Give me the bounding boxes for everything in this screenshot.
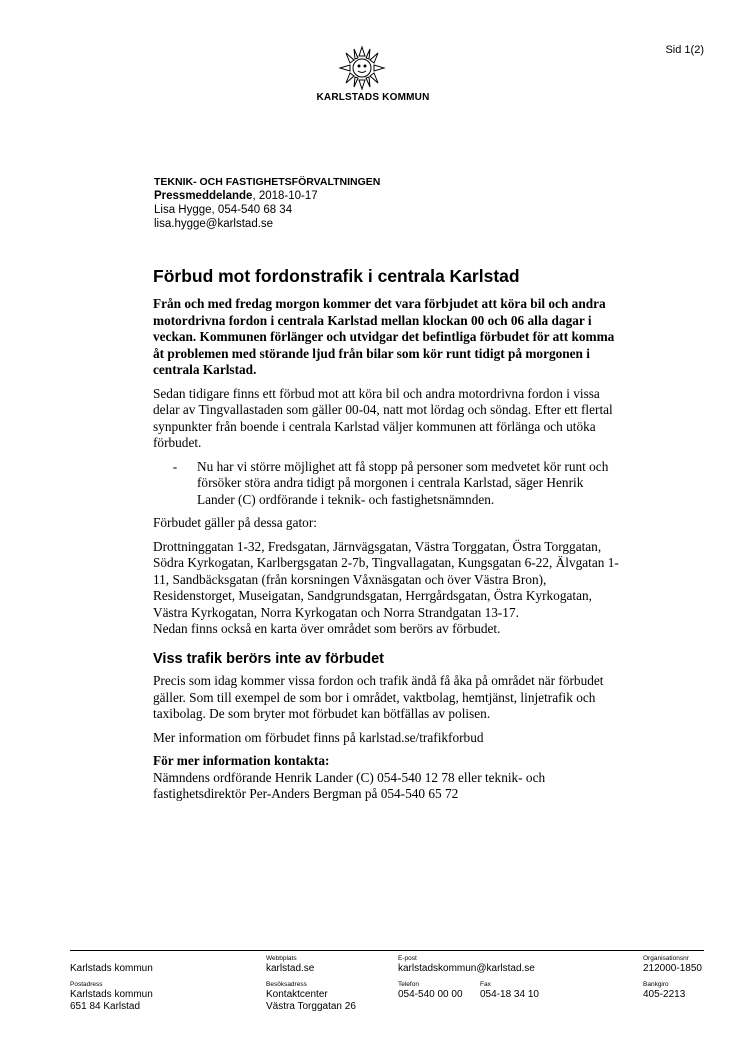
press-date: , 2018-10-17 — [252, 190, 318, 202]
paragraph-more-info: Mer information om förbudet finns på karlstad.se/trafikforbud — [153, 729, 484, 745]
footer-orgnr-label: Organisationsnr — [643, 955, 689, 962]
page-title: Förbud mot fordonstrafik i centrala Karlstad — [153, 266, 520, 286]
footer-visit-1: Kontaktcenter — [266, 989, 328, 1000]
footer-visit-label: Besöksadress — [266, 981, 307, 988]
footer-visit-2: Västra Torggatan 26 — [266, 1001, 356, 1012]
footer-web-label: Webbplats — [266, 955, 297, 962]
paragraph-exceptions: Precis som idag kommer vissa fordon och trafik ändå få åka på området när förbudet gäller. Som till exempel de som bor i området, vaktbolag, hemtjänst, linjetrafik och taxibolag. De som bryter mot förbudet kan bötfällas av polisen. — [153, 673, 604, 721]
sun-logo-icon — [334, 45, 390, 91]
footer — [70, 950, 704, 1012]
quote-dash: - — [172, 458, 178, 474]
quote-text: Nu har vi större möjlighet att få stopp på personer som medvetet kör runt och försöker störa andra tidigt på morgonen i centrala Karlstad, säger Henrik Lander (C) ordförande i teknik- och fastighetsnämnden. — [197, 458, 609, 507]
footer-email: karlstadskommun@karlstad.se — [398, 963, 535, 974]
contact-email: lisa.hygge@karlstad.se — [154, 218, 274, 230]
contact-heading: För mer information kontakta: — [153, 753, 330, 768]
press-header — [154, 175, 380, 231]
footer-postal-1: Karlstads kommun — [70, 989, 153, 1000]
page-number: Sid 1(2) — [665, 44, 704, 56]
article-body — [153, 296, 623, 803]
footer-org: Karlstads kommun — [70, 963, 153, 974]
paragraph-streets-intro: Förbudet gäller på dessa gator: — [153, 515, 317, 530]
footer-orgnr: 212000-1850 — [643, 963, 702, 974]
streets-list: Drottninggatan 1-32, Fredsgatan, Järnvägsgatan, Västra Torggatan, Östra Torggatan, Södra Kyrkogatan, Karlbergsgatan 2-7b, Tingvallagatan, Kungsgatan 6-22, Älvgatan 1-11, Sandbäcksgatan (från korsningen Våxnäsgatan och över Västra Bron), Residenstorget, Museigatan, Sandgrundsgatan, Herrgårdsgatan, Östra Kyrkogatan, Västra Kyrkogatan, Norra Kyrkogatan och Norra Strandgatan 13-17. — [153, 538, 619, 620]
footer-web: karlstad.se — [266, 963, 315, 974]
footer-phone-label: Telefon — [398, 981, 419, 988]
footer-email-label: E-post — [398, 955, 417, 962]
press-label: Pressmeddelande — [154, 190, 253, 202]
footer-postal-label: Postadress — [70, 981, 103, 988]
contact-line: Lisa Hygge, 054-540 68 34 — [154, 204, 293, 216]
quote-item — [153, 459, 623, 509]
footer-phone: 054-540 00 00 — [398, 989, 463, 1000]
press-line — [154, 189, 380, 203]
lead-paragraph: Från och med fredag morgon kommer det vara förbjudet att köra bil och andra motordrivna fordon i centrala Karlstad mellan klockan 00 och 06 alla dagar i veckan. Kommunen förlänger och utvidgar det befintliga förbudet för att komma åt problemen med störande ljud från bilar som kör runt tidigt på morgonen i centrala Karlstad. — [153, 296, 615, 377]
organization-name: KARLSTADS KOMMUN — [316, 92, 430, 103]
footer-fax-label: Fax — [480, 981, 491, 988]
footer-bank-label: Bankgiro — [643, 981, 669, 988]
department: TEKNIK- OCH FASTIGHETSFÖRVALTNINGEN — [154, 176, 381, 188]
map-note: Nedan finns också en karta över området som berörs av förbudet. — [153, 621, 501, 636]
paragraph-background: Sedan tidigare finns ett förbud mot att köra bil och andra motordrivna fordon i vissa delar av Tingvallastaden som gäller 00-04, natt mot lördag och söndag. Efter ett flertal synpunkter från boende i centrala Karlstad väljer kommunen att förlänga och utöka förbudet. — [153, 385, 613, 450]
contact-text: Nämndens ordförande Henrik Lander (C) 054-540 12 78 eller teknik- och fastighetsdirektör Per-Anders Bergman på 054-540 65 72 — [153, 769, 546, 801]
footer-postal-2: 651 84 Karlstad — [70, 1001, 141, 1012]
section-heading: Viss trafik berörs inte av förbudet — [153, 650, 384, 667]
footer-bank: 405-2213 — [643, 989, 686, 1000]
footer-fax: 054-18 34 10 — [480, 989, 539, 1000]
